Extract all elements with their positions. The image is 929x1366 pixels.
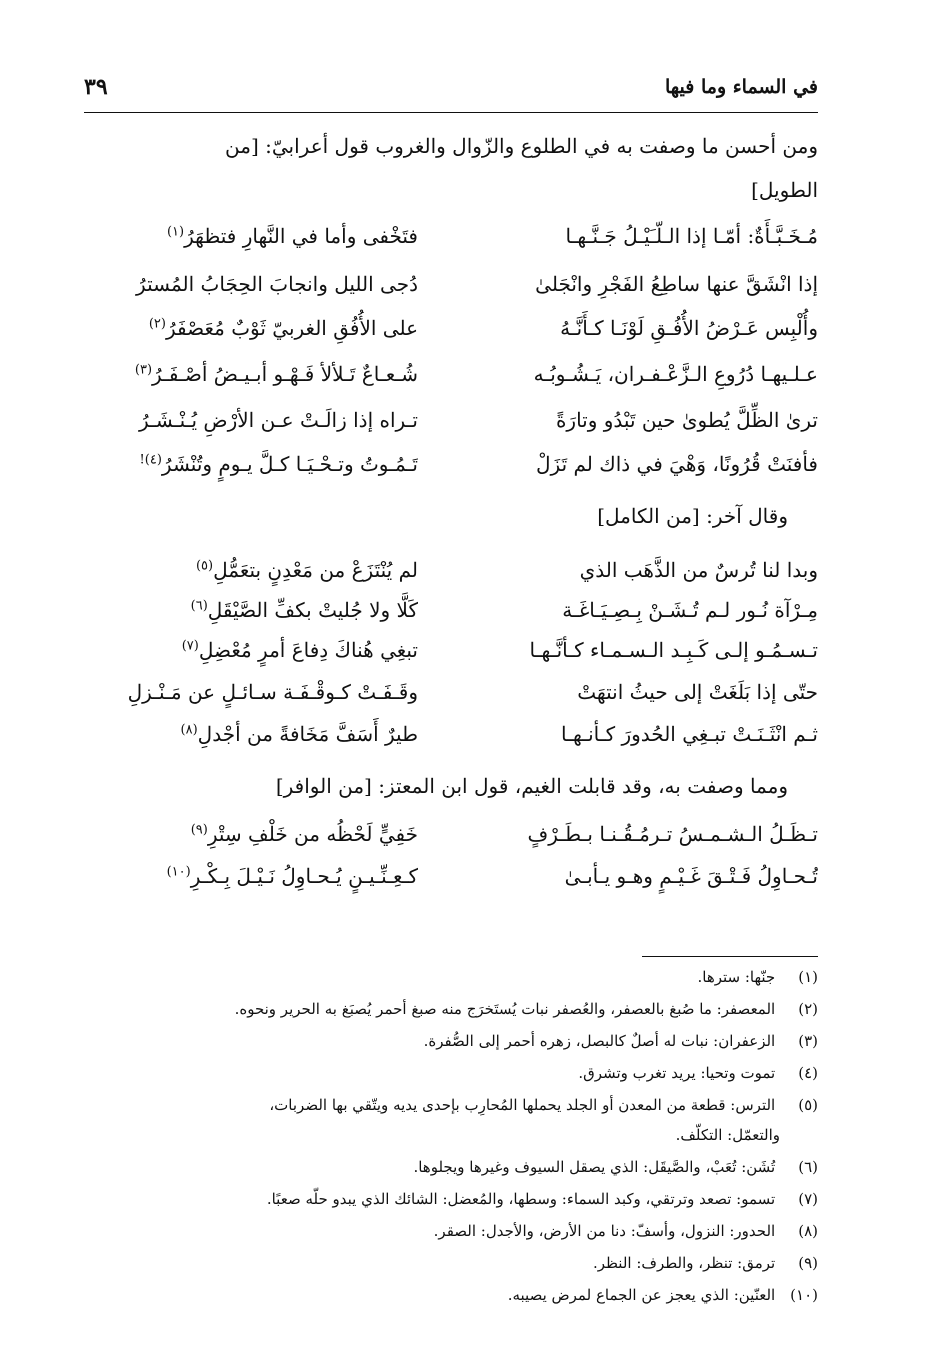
- footnote: [84, 1058, 818, 1088]
- verse: [84, 548, 818, 592]
- verse-second-hemistich: [88, 352, 418, 396]
- verse-first-hemistich: ثـم انْثَـنَـتْ تبـغِي الحُدورَ كـأنـهـا: [561, 722, 818, 746]
- verse: [84, 854, 818, 898]
- verse-first-hemistich: إذا انْشَقَّ عنها ساطِعُ الفَجْرِ وانْجَلىٰ: [535, 272, 818, 296]
- chapter-title: في السماء وما فيها: [665, 76, 818, 98]
- footnote: [84, 1248, 818, 1278]
- footnote-marker: (١): [166, 224, 185, 240]
- footnote-text: والتعمّل: التكلّف.: [675, 1126, 780, 1144]
- footnote-marker: (٩): [190, 822, 208, 838]
- intro-line: ومن أحسن ما وصفت به في الطلوع والزّوال والغروب قول أعرابيّ: [من: [225, 134, 818, 158]
- verse-second-hemistich: [88, 214, 418, 258]
- verse-first-hemistich: مِـرْآة نُـور لـم تُـشَـنْ بِـصِـيَـاغَـة: [562, 598, 818, 622]
- verse-first-hemistich: وبدا لنا تُرسٌ من الذَّهَب الذي: [579, 558, 818, 582]
- verse-second-hemistich: [88, 812, 418, 856]
- verse-second-hemistich: [88, 670, 418, 714]
- footnote-marker: (٥): [195, 558, 214, 574]
- hemistich-text: طيرٌ أَسَفَّ مَخَافةً من أجْدلِ: [197, 722, 418, 746]
- verse-second-hemistich: [88, 588, 418, 632]
- hemistich-text: على الأُفُقِ الغربيّ ثَوْبٌ مُعَصْفَرُ: [165, 316, 418, 340]
- verse-first-hemistich: حتّى إذا بَلَغَتْ إلى حيثُ انتهَتْ: [577, 680, 818, 704]
- hemistich-text: تَـمُـوتُ وتـحْـيَـا كـلَّ يـومٍ وتُنْشَرُ: [161, 452, 418, 476]
- intro-paragraph-3: ومما وصفت به، وقد قابلت الغيم، قول ابن المعتز: [من الوافر]: [275, 774, 788, 798]
- footnote-marker: (٦): [190, 598, 208, 614]
- hemistich-text: تبغِي هُناكَ دِفاعَ أمرٍ مُعْضِلِ: [198, 638, 418, 662]
- verse-first-hemistich: تـظَـلُ الـشـمـسُ تـرمُـقُـنـا بـطَـرْفٍ: [527, 822, 818, 846]
- footnote-number: (٢): [798, 1000, 818, 1018]
- footnote-text: تموت وتحيا: يريد تغرب وتشرق.: [578, 1064, 776, 1082]
- verse: [84, 812, 818, 856]
- verse-second-hemistich: [88, 306, 418, 350]
- verse-second-hemistich: [88, 262, 418, 306]
- hemistich-text: لم يُنْتَزَعْ من مَعْدِنٍ بتعَمُّلِ: [213, 558, 418, 582]
- hemistich-text: فتَخْفى وأما في النَّهارِ فتظهَرُ: [184, 224, 418, 248]
- intro-line: الطويل]: [751, 178, 818, 202]
- verse-second-hemistich: [88, 628, 418, 672]
- intro-paragraph-1: [84, 124, 818, 212]
- verse-second-hemistich: [88, 442, 418, 486]
- verse-first-hemistich: فأفنَتْ قُرُونًا، وَهْيَ في ذاك لم تَزَلْ: [536, 452, 818, 476]
- verse: [84, 628, 818, 672]
- footnote-number: (٦): [798, 1158, 818, 1176]
- hemistich-text: شُـعـاعٌ تَـلألأ فَـهْـو أبـيـضُ أصْـفَـرُ: [152, 362, 418, 386]
- footnote-number: (١): [798, 968, 818, 986]
- footnote: [84, 1280, 818, 1310]
- running-header: [84, 72, 818, 113]
- footnote: [84, 1026, 818, 1056]
- footnote-text: المعصفر: ما صُبغ بالعصفر، والعُصفر نبات يُستَخرَج منه صبغ أحمر يُصبَغ به الحرير ونحوه.: [234, 1000, 776, 1018]
- verse-first-hemistich: مُـخَـبَّـأَةٌ: أمّـا إذا الـلّـَيْـلُ جَـنَّـهـا: [565, 224, 818, 248]
- footnote-text: جنّها: سترها.: [697, 968, 776, 986]
- footnote-marker: (٤)!: [139, 452, 162, 468]
- footnote: [84, 1152, 818, 1182]
- verse: [84, 442, 818, 486]
- verse: [84, 712, 818, 756]
- verse-second-hemistich: [88, 548, 418, 592]
- intro-paragraph-2: وقال آخر: [من الكامل]: [597, 504, 788, 528]
- verse-second-hemistich: [88, 854, 418, 898]
- footnote-continuation: [84, 1120, 818, 1150]
- footnote-marker: (٢): [148, 316, 166, 332]
- footnote-text: ترمق: تنظر، والطرف: النظر.: [592, 1254, 776, 1272]
- hemistich-text: كـعِـنِّـيـنٍ يُـحـاوِلُ نَـيْـلَ بِـكْـرِ: [190, 864, 418, 888]
- hemistich-text: كَلَّا ولا جُليتْ بكفِّ الصَّيْقَلِ: [207, 598, 418, 622]
- hemistich-text: تـراه إذا زالَـتْ عـن الأرْضِ يُـنْـشَـرُ: [139, 408, 418, 432]
- footnote: [84, 994, 818, 1024]
- verse-first-hemistich: وأُلْبِس عَـرْضُ الأُفُـقِ لَوْنَـا كـأَنَّـهُ: [560, 316, 818, 340]
- verse-second-hemistich: [88, 712, 418, 756]
- verse-second-hemistich: [88, 398, 418, 442]
- footnote-number: (٧): [798, 1190, 818, 1208]
- hemistich-text: خَفِيٍّ لَحْظُه من خَلْفِ سِتْرِ: [207, 822, 418, 846]
- footnote-text: الترس: قطعة من المعدن أو الجلد يحملها المُحارِب بإحدى يديه ويتّقي بها الضربات،: [269, 1096, 776, 1114]
- footnote-text: العنّين: الذي يعجز عن الجماع لمرض يصيبه.: [507, 1286, 776, 1304]
- footnote-text: تسمو: تصعد وترتقي، وكبد السماء: وسطها، والمُعضل: الشائك الذي يبدو حلّه صعبًا.: [266, 1190, 776, 1208]
- verse-first-hemistich: تـسـمُـو إلـى كَـبِـد الـسـمـاء كـأنَّـهـا: [529, 638, 818, 662]
- verse: [84, 398, 818, 442]
- verse: [84, 670, 818, 714]
- footnote-marker: (٣): [134, 362, 153, 378]
- footnote-number: (٥): [798, 1096, 818, 1114]
- footnote-marker: (٧): [181, 638, 199, 654]
- footnote: [84, 1184, 818, 1214]
- verse-first-hemistich: عـلـيهـا دُرُوعِ الـزَّعْـفـران، يَـشُـوبُـه: [533, 362, 818, 386]
- footnote-number: (١٠): [790, 1286, 818, 1304]
- verse: [84, 306, 818, 350]
- verse-first-hemistich: تُـحـاوِلُ فَـتْـقَ غَـيْـمٍ وهـو يـأبـىٰ: [564, 864, 818, 888]
- footnote-number: (٣): [798, 1032, 818, 1050]
- footnote: [84, 962, 818, 992]
- verse: [84, 214, 818, 258]
- page-number: ٣٩: [84, 74, 108, 100]
- verse: [84, 352, 818, 396]
- footnote-number: (٩): [798, 1254, 818, 1272]
- footnote-divider: [642, 956, 818, 957]
- verse: [84, 262, 818, 306]
- footnote-number: (٨): [798, 1222, 818, 1240]
- footnote-marker: (١٠): [166, 864, 191, 880]
- verse-first-hemistich: ترىٰ الظِّلَّ يُطوىٰ حين تَبْدُو وتارَةً: [555, 408, 818, 432]
- hemistich-text: دُجى الليل وانجابَ الحِجَابُ المُسترُ: [136, 272, 418, 296]
- footnote-text: الزعفران: نبات له أصلٌ كالبصل، زهره أحمر إلى الصُّفرة.: [423, 1032, 776, 1050]
- footnote-number: (٤): [798, 1064, 818, 1082]
- footnote-text: الحدور: النزول، وأسفّ: دنا من الأرض، والأجدل: الصقر.: [433, 1222, 776, 1240]
- footnote: [84, 1216, 818, 1246]
- hemistich-text: وقَـفَـتْ كـوقْـفَـة سـائـلٍ عن مَـنْـزلِ: [127, 680, 418, 704]
- footnote: [84, 1090, 818, 1120]
- verse: [84, 588, 818, 632]
- footnote-marker: (٨): [180, 722, 198, 738]
- footnote-text: تُشَن: تُعَبْ، والصَّيقَل: الذي يصقل السيوف وغيرها ويجلوها.: [413, 1158, 776, 1176]
